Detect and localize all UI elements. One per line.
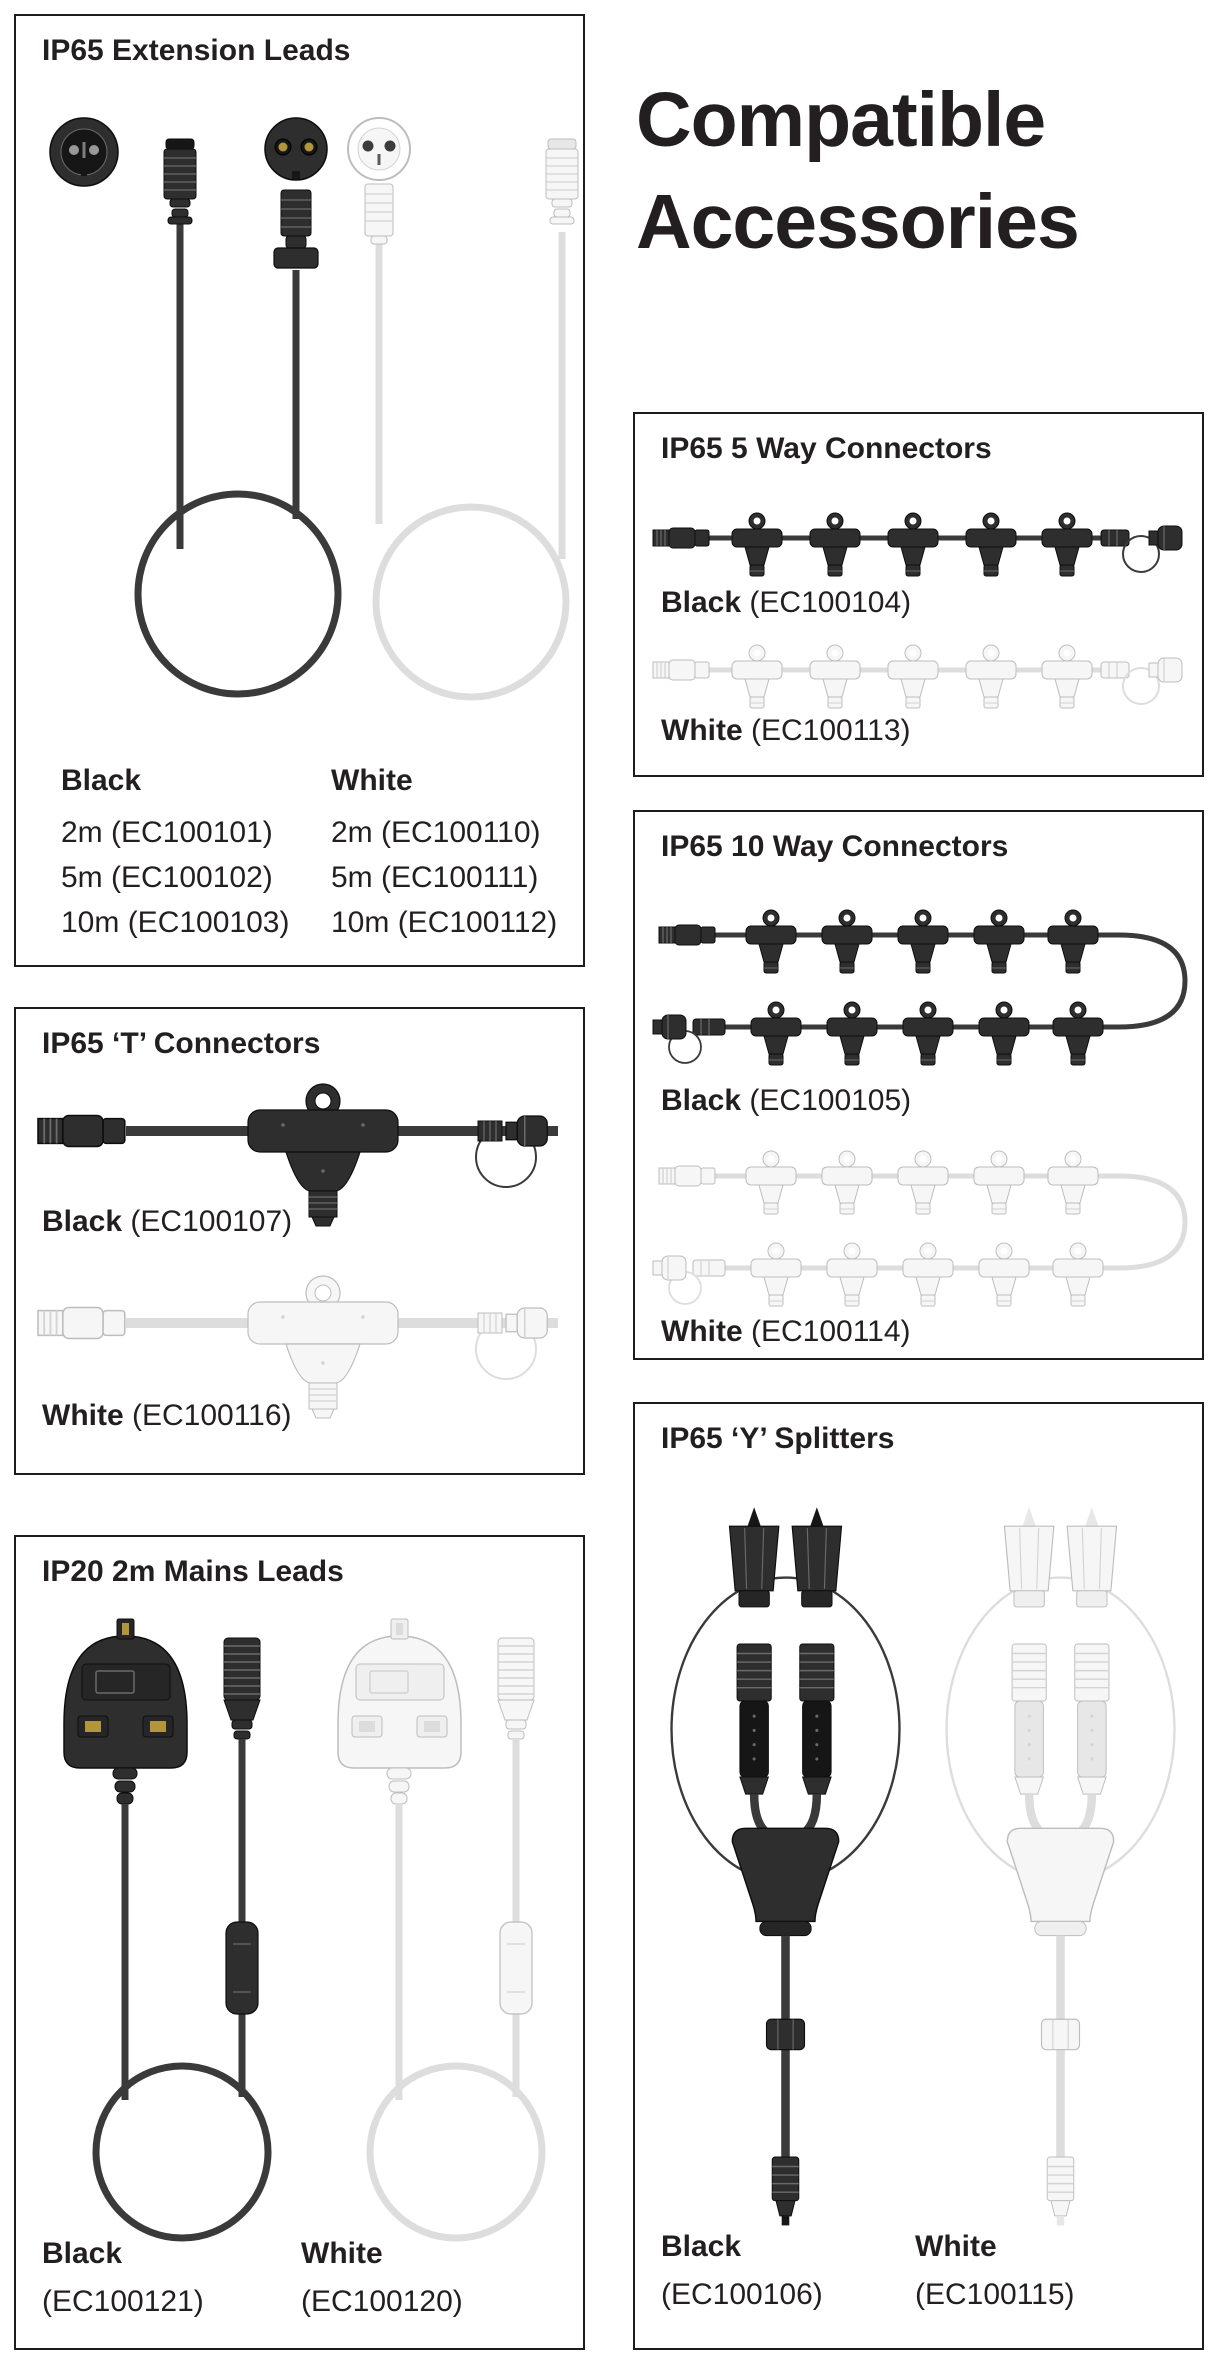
connector-face-white xyxy=(348,118,410,180)
connector-face-black xyxy=(50,118,118,186)
extension-leads-black-specs xyxy=(61,764,289,945)
variant-label xyxy=(301,2237,463,2319)
variant-code: (EC100116) xyxy=(132,1399,292,1432)
page-title: Compatible Accessories xyxy=(636,77,1079,265)
variant-label xyxy=(42,1205,292,1239)
variant-code: (EC100107) xyxy=(130,1205,293,1238)
variant-color: Black xyxy=(61,764,142,797)
five-way-white-illustration xyxy=(651,642,1186,714)
variant-color: Black xyxy=(661,586,742,619)
section-title: IP65 Extension Leads xyxy=(42,34,351,67)
variant-color: White xyxy=(915,2230,997,2263)
variant-code: (EC100115) xyxy=(915,2278,1075,2311)
variant-code: (EC100114) xyxy=(751,1315,911,1348)
variant-code: (EC100106) xyxy=(661,2278,823,2311)
variant-color: White xyxy=(661,714,743,747)
variant-label xyxy=(42,2237,204,2319)
variant-label xyxy=(661,586,911,620)
section-title: IP65 5 Way Connectors xyxy=(661,432,992,465)
section-title: IP20 2m Mains Leads xyxy=(42,1555,344,1588)
ten-way-black-illustration xyxy=(651,907,1191,1071)
variant-label xyxy=(661,2230,823,2312)
mains-lead-white-graphic xyxy=(338,1619,542,2238)
ten-way-connectors-card xyxy=(633,810,1204,1360)
variant-code: (EC100113) xyxy=(751,714,911,747)
size-code: 5m (EC100102) xyxy=(61,861,273,894)
section-title: IP65 10 Way Connectors xyxy=(661,830,1009,863)
variant-code: (EC100105) xyxy=(749,1084,912,1117)
extension-lead-white-graphic xyxy=(348,118,578,697)
y-splitter-black-graphic xyxy=(672,1507,900,2225)
threaded-plug-black xyxy=(164,139,196,224)
section-title: IP65 ‘Y’ Splitters xyxy=(661,1422,895,1455)
threaded-plug-black-2 xyxy=(274,190,318,268)
variant-code: (EC100120) xyxy=(301,2285,463,2318)
y-splitter-white-graphic xyxy=(947,1507,1175,2225)
y-splitters-illustration xyxy=(647,1492,1192,2232)
threaded-plug-white-2 xyxy=(546,139,578,224)
variant-code: (EC100104) xyxy=(749,586,912,619)
variant-label xyxy=(661,1084,911,1118)
y-splitters-card xyxy=(633,1402,1204,2350)
variant-code: (EC100121) xyxy=(42,2285,204,2318)
extension-leads-illustration xyxy=(34,104,579,729)
variant-label xyxy=(661,1315,911,1349)
variant-color: Black xyxy=(42,2237,123,2270)
size-code: 2m (EC100110) xyxy=(331,816,541,849)
variant-color: White xyxy=(301,2237,383,2270)
mains-leads-illustration xyxy=(28,1612,573,2244)
variant-color: White xyxy=(661,1315,743,1348)
variant-label xyxy=(915,2230,1075,2312)
threaded-plug-white xyxy=(365,184,393,244)
mains-leads-card xyxy=(14,1535,585,2350)
extension-leads-white-specs xyxy=(331,764,557,945)
variant-label xyxy=(42,1399,292,1433)
variant-color: Black xyxy=(661,1084,742,1117)
size-code: 2m (EC100101) xyxy=(61,816,273,849)
extension-lead-black-graphic xyxy=(50,118,338,694)
mains-lead-black-graphic xyxy=(64,1619,268,2238)
t-connectors-card xyxy=(14,1007,585,1475)
variant-label xyxy=(661,714,911,748)
section-title: IP65 ‘T’ Connectors xyxy=(42,1027,321,1060)
variant-color: Black xyxy=(42,1205,123,1238)
variant-color: Black xyxy=(661,2230,742,2263)
size-code: 10m (EC100112) xyxy=(331,906,558,939)
ten-way-white-illustration xyxy=(651,1148,1191,1312)
size-code: 10m (EC100103) xyxy=(61,906,290,939)
size-code: 5m (EC100111) xyxy=(331,861,539,894)
five-way-black-illustration xyxy=(651,510,1186,582)
variant-color: White xyxy=(42,1399,124,1432)
five-way-connectors-card xyxy=(633,412,1204,777)
variant-color: White xyxy=(331,764,413,797)
connector-face-black-pins xyxy=(265,118,327,180)
extension-leads-card xyxy=(14,14,585,967)
